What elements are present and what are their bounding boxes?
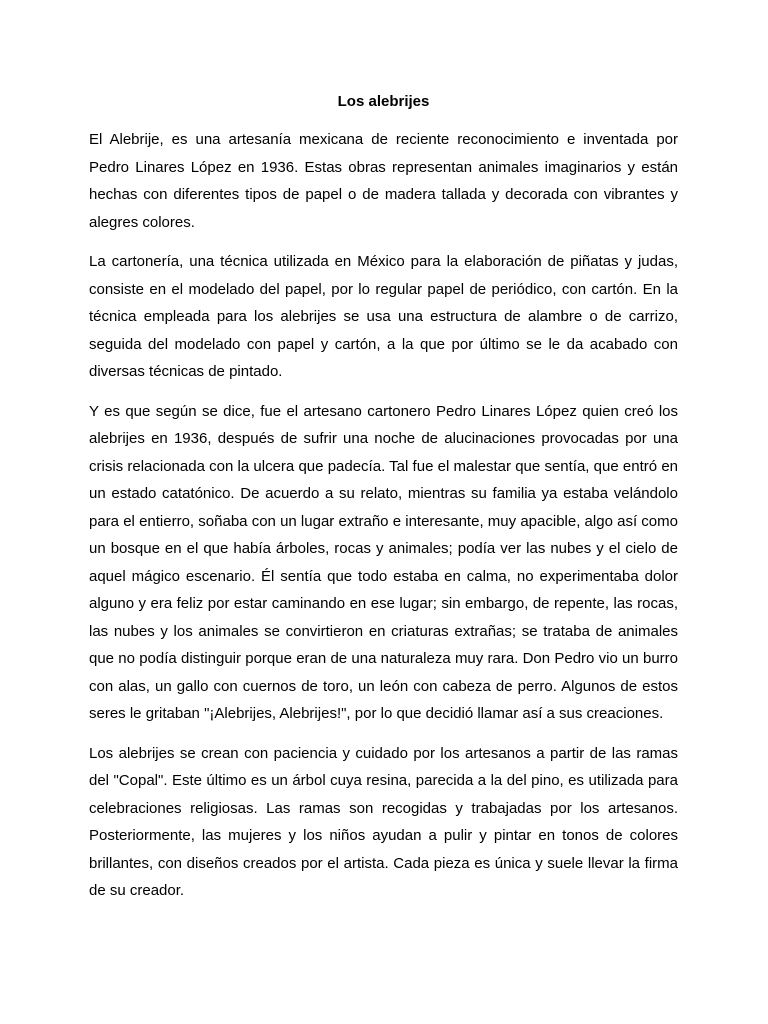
paragraph-4: Los alebrijes se crean con paciencia y cuidado por los artesanos a partir de las ramas del "Copal". Este último es un árbol cuya resina, parecida a la del pino, es utilizada para celebraciones religiosas. Las ramas son recogidas y trabajadas por los artesanos. Posteriormente, las mujeres y los niños ayudan a pulir y pintar en tonos de colores brillantes, con diseños creados por el artista. Cada pieza es única y suele llevar la firma de su creador. — [89, 744, 678, 899]
paragraph-1: El Alebrije, es una artesanía mexicana de reciente reconocimiento e inventada por Pedro Linares López en 1936. Estas obras representan animales imaginarios y están hechas con diferentes tipos de papel o de madera tallada y decorada con vibrantes y alegres colores. — [89, 131, 678, 231]
paragraph-3: Y es que según se dice, fue el artesano cartonero Pedro Linares López quien creó los alebrijes en 1936, después de sufrir una noche de alucinaciones provocadas por una crisis relacionada con la ulcera que padecía. Tal fue el malestar que sentía, que entró en un estado catatónico. De acuerdo a su relato, mientras su familia ya estaba velándolo para el entierro, soñaba con un lugar extraño e interesante, muy apacible, algo así como un bosque en el que había árboles, rocas y animales; podía ver las nubes y el cielo de aquel mágico escenario. Él sentía que todo estaba en calma, no experimentaba dolor alguno y era feliz por estar caminando en ese lugar; sin embargo, de repente, las rocas, las nubes y los animales se convirtieron en criaturas extrañas; se trataba de animales que no podía distinguir porque eran de una naturaleza muy rara. Don Pedro vio un burro con alas, un gallo con cuernos de toro, un león con cabeza de perro. Algunos de estos seres le gritaban "¡Alebrijes, Alebrijes!", por lo que decidió llamar así a sus creaciones. — [89, 402, 678, 722]
document-page — [89, 92, 678, 917]
paragraph-2: La cartonería, una técnica utilizada en México para la elaboración de piñatas y judas, consiste en el modelado del papel, por lo regular papel de periódico, con cartón. En la técnica empleada para los alebrijes se usa una estructura de alambre o de carrizo, seguida del modelado con papel y cartón, a la que por último se le da acabado con diversas técnicas de pintado. — [89, 253, 678, 380]
document-title: Los alebrijes — [337, 93, 430, 110]
